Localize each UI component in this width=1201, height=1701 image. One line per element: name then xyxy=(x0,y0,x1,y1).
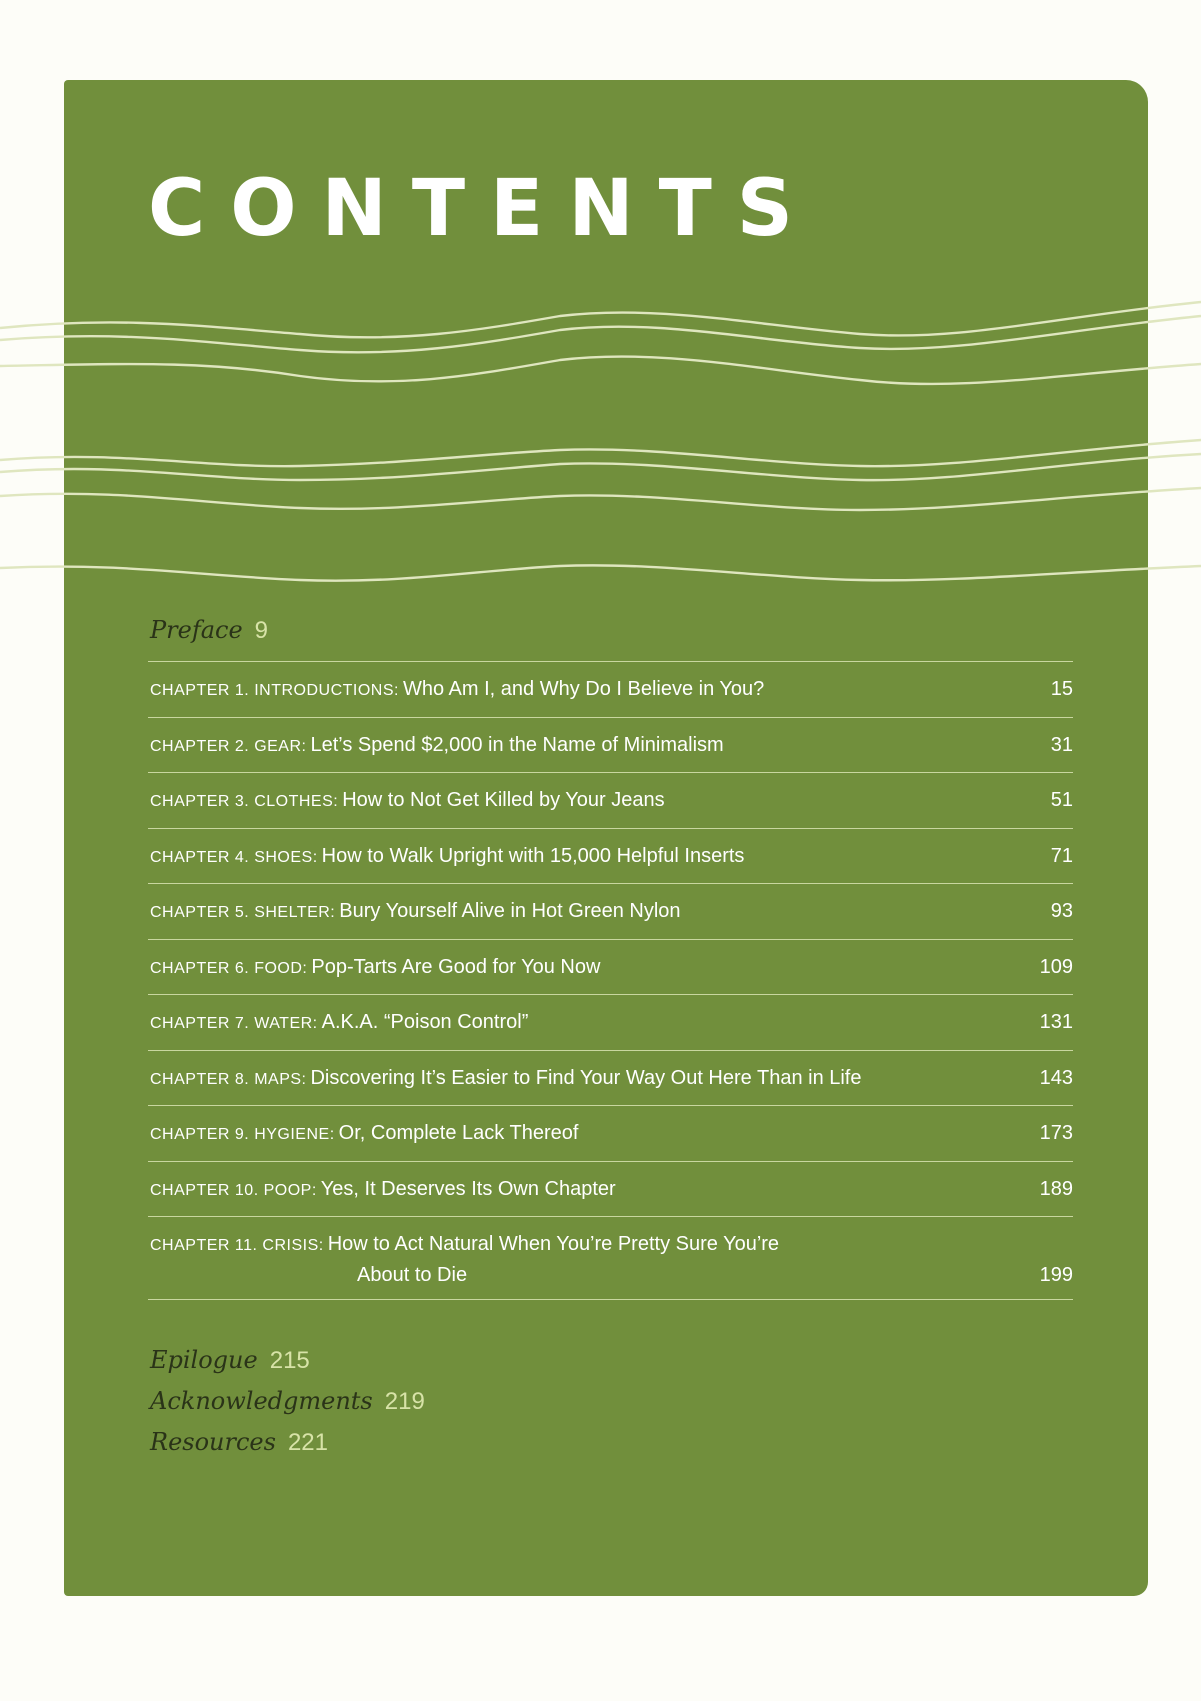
chapter-page: 199 xyxy=(1039,1264,1073,1286)
chapter-page: 71 xyxy=(1050,844,1073,867)
page-title: CONTENTS xyxy=(148,164,818,254)
back-matter-label: Epilogue xyxy=(150,1346,258,1374)
chapter-label: CHAPTER 5. SHELTER: xyxy=(150,904,336,921)
wavy-lines-decoration xyxy=(0,300,1201,600)
toc-row-chapter-2[interactable] xyxy=(148,717,1073,773)
back-matter-page: 219 xyxy=(384,1388,425,1415)
chapter-label: CHAPTER 10. POOP: xyxy=(150,1181,317,1199)
chapter-title: Bury Yourself Alive in Hot Green Nylon xyxy=(339,900,681,922)
wave-line xyxy=(0,488,1201,510)
chapter-label: CHAPTER 11. CRISIS: xyxy=(150,1237,324,1254)
front-matter-entry[interactable] xyxy=(150,618,268,643)
chapter-label: CHAPTER 7. WATER: xyxy=(150,1015,318,1032)
chapter-title: A.K.A. “Poison Control” xyxy=(321,1011,529,1033)
chapter-title: Who Am I, and Why Do I Believe in You? xyxy=(402,678,765,700)
wave-line xyxy=(0,302,1201,337)
wave-line xyxy=(0,565,1201,580)
chapter-title-continued: About to Die xyxy=(357,1264,468,1286)
toc-row-chapter-11[interactable] xyxy=(148,1216,1073,1300)
chapter-label: CHAPTER 6. FOOD: xyxy=(150,959,308,977)
chapter-page: 15 xyxy=(1050,678,1073,700)
chapter-label: CHAPTER 1. INTRODUCTIONS: xyxy=(150,682,399,699)
chapter-label: CHAPTER 3. CLOTHES: xyxy=(150,793,339,810)
back-matter-entry-acknowledgments[interactable] xyxy=(150,1389,425,1414)
toc-row-chapter-1[interactable] xyxy=(148,661,1073,717)
chapter-page: 143 xyxy=(1039,1066,1073,1089)
wave-line xyxy=(0,316,1201,352)
chapter-title: Pop-Tarts Are Good for You Now xyxy=(311,955,601,978)
chapter-label: CHAPTER 4. SHOES: xyxy=(150,848,318,866)
wave-line xyxy=(0,357,1201,384)
chapter-page: 31 xyxy=(1050,733,1073,756)
chapter-page: 131 xyxy=(1039,1011,1073,1033)
chapter-page: 93 xyxy=(1050,900,1073,922)
chapter-label: CHAPTER 9. HYGIENE: xyxy=(150,1126,335,1143)
toc-row-chapter-4[interactable] xyxy=(148,828,1073,884)
chapter-title: Discovering It’s Easier to Find Your Way Out Here Than in Life xyxy=(310,1066,862,1089)
back-matter-entry-resources[interactable] xyxy=(150,1430,328,1455)
chapter-page: 189 xyxy=(1039,1177,1073,1200)
chapter-title: How to Not Get Killed by Your Jeans xyxy=(342,789,665,811)
front-matter-label: Preface xyxy=(150,616,243,644)
toc-row-chapter-9[interactable] xyxy=(148,1105,1073,1161)
chapter-title: Or, Complete Lack Thereof xyxy=(338,1122,579,1144)
chapter-page: 173 xyxy=(1039,1122,1073,1144)
chapter-page: 109 xyxy=(1039,955,1073,978)
chapter-title: Let’s Spend $2,000 in the Name of Minimalism xyxy=(310,733,724,756)
toc-row-chapter-10[interactable] xyxy=(148,1161,1073,1217)
chapter-title: How to Walk Upright with 15,000 Helpful Inserts xyxy=(321,844,745,867)
wave-line xyxy=(0,440,1201,466)
toc-row-chapter-7[interactable] xyxy=(148,994,1073,1050)
back-matter-label: Acknowledgments xyxy=(150,1387,373,1415)
front-matter-page: 9 xyxy=(254,617,269,644)
back-matter-page: 215 xyxy=(269,1347,310,1374)
toc-row-chapter-3[interactable] xyxy=(148,772,1073,828)
chapter-title: How to Act Natural When You’re Pretty Sure You’re xyxy=(327,1233,780,1255)
chapter-label: CHAPTER 2. GEAR: xyxy=(150,737,307,755)
toc-row-chapter-5[interactable] xyxy=(148,883,1073,939)
table-of-contents xyxy=(148,661,1073,1300)
chapter-label: CHAPTER 8. MAPS: xyxy=(150,1070,307,1088)
back-matter-page: 221 xyxy=(287,1429,328,1456)
chapter-page: 51 xyxy=(1050,789,1073,811)
back-matter-entry-epilogue[interactable] xyxy=(150,1348,310,1373)
toc-row-chapter-6[interactable] xyxy=(148,939,1073,995)
back-matter-label: Resources xyxy=(150,1428,276,1456)
toc-row-chapter-8[interactable] xyxy=(148,1050,1073,1106)
chapter-title: Yes, It Deserves Its Own Chapter xyxy=(320,1177,616,1200)
